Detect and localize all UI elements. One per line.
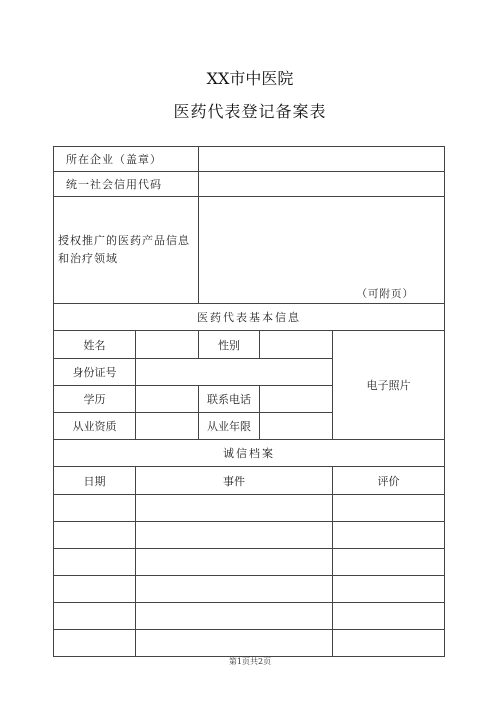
education-label: 学历 — [54, 386, 136, 413]
rating-cell[interactable] — [333, 549, 445, 576]
date-cell[interactable] — [54, 603, 136, 630]
table-row — [54, 495, 445, 522]
id-label: 身份证号 — [54, 359, 136, 386]
name-field[interactable] — [136, 331, 199, 359]
gender-label: 性别 — [199, 331, 260, 359]
appendix-note: （可附页） — [356, 288, 415, 300]
rating-column-header: 评价 — [333, 467, 445, 495]
table-row — [54, 522, 445, 549]
credit-code-field[interactable] — [199, 172, 445, 197]
photo-cell[interactable] — [333, 331, 445, 440]
table-row — [54, 576, 445, 603]
company-name-label: 所在企业（盖章） — [54, 147, 199, 172]
credit-code-label: 统一社会信用代码 — [54, 172, 199, 197]
gender-field[interactable] — [260, 331, 333, 359]
years-label: 从业年限 — [199, 413, 260, 440]
registration-form — [53, 146, 445, 657]
photo-label: 电子照片 — [366, 379, 411, 392]
phone-field[interactable] — [260, 386, 333, 413]
event-cell[interactable] — [136, 495, 333, 522]
event-cell[interactable] — [136, 630, 333, 657]
rep-info-section-title: 医药代表基本信息 — [54, 304, 445, 331]
date-cell[interactable] — [54, 549, 136, 576]
form-title: 医药代表登记备案表 — [173, 102, 327, 121]
qualification-label: 从业资质 — [54, 413, 136, 440]
table-row — [54, 603, 445, 630]
event-cell[interactable] — [136, 522, 333, 549]
date-cell[interactable] — [54, 495, 136, 522]
event-column-header: 事件 — [136, 467, 333, 495]
company-name-field[interactable] — [199, 147, 445, 172]
rating-cell[interactable] — [333, 522, 445, 549]
integrity-section-title: 诚信档案 — [54, 440, 445, 467]
hospital-title: XX市中医院 — [206, 69, 294, 88]
date-cell[interactable] — [54, 576, 136, 603]
name-label: 姓名 — [54, 331, 136, 359]
date-column-header: 日期 — [54, 467, 136, 495]
rating-cell[interactable] — [333, 630, 445, 657]
qualification-field[interactable] — [136, 413, 199, 440]
rating-cell[interactable] — [333, 495, 445, 522]
education-field[interactable] — [136, 386, 199, 413]
rating-cell[interactable] — [333, 603, 445, 630]
event-cell[interactable] — [136, 549, 333, 576]
id-field[interactable] — [136, 359, 333, 386]
phone-label: 联系电话 — [199, 386, 260, 413]
event-cell[interactable] — [136, 576, 333, 603]
years-field[interactable] — [260, 413, 333, 440]
table-row — [54, 549, 445, 576]
products-label: 授权推广的医药产品信息和治疗领域 — [54, 197, 199, 304]
event-cell[interactable] — [136, 603, 333, 630]
products-field[interactable] — [199, 197, 445, 304]
rating-cell[interactable] — [333, 576, 445, 603]
table-row — [54, 630, 445, 657]
date-cell[interactable] — [54, 522, 136, 549]
page-number: 第1页共2页 — [228, 657, 272, 666]
date-cell[interactable] — [54, 630, 136, 657]
